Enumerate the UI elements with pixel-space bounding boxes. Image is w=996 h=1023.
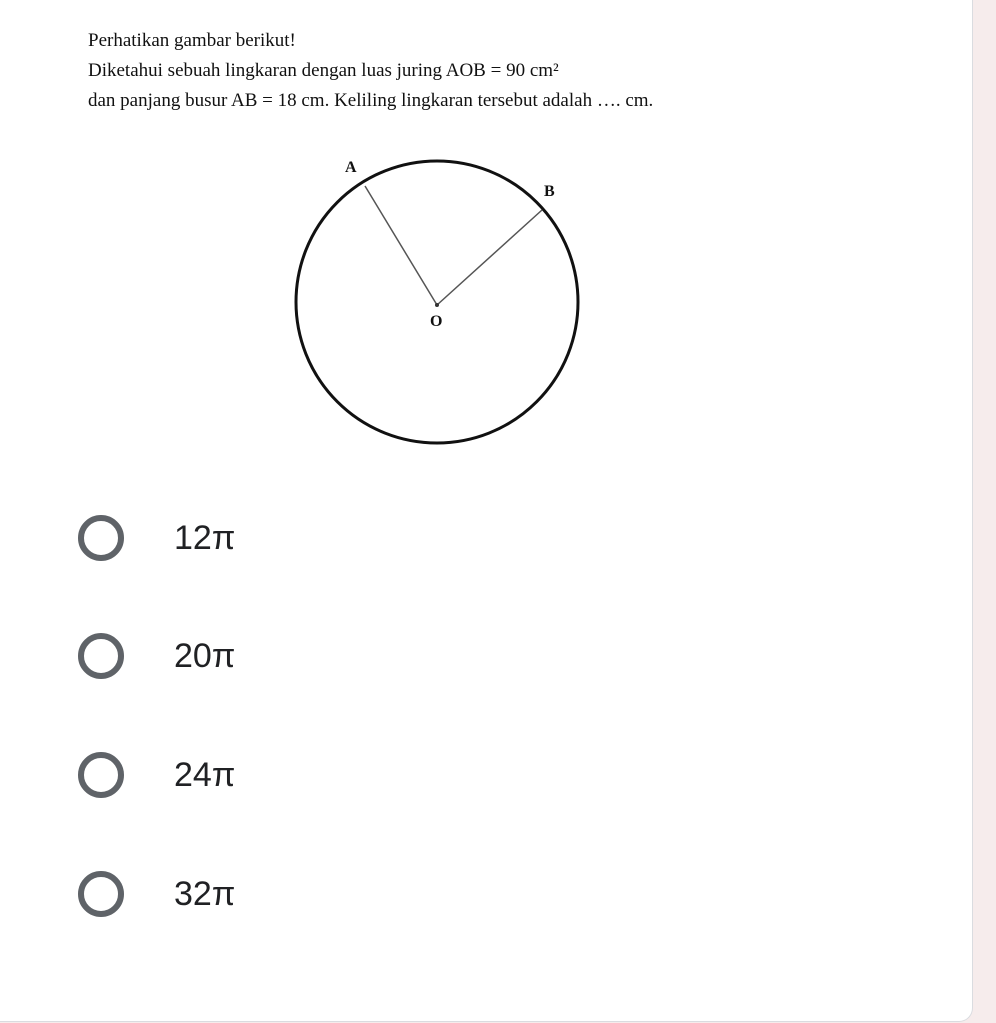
label-o: O	[430, 313, 443, 330]
radio-button-icon[interactable]	[78, 871, 124, 917]
radius-oa	[365, 186, 437, 305]
radio-button-icon[interactable]	[78, 515, 124, 561]
question-line-2: Diketahui sebuah lingkaran dengan luas juring AOB = 90 cm²	[88, 60, 559, 81]
question-text	[88, 26, 653, 116]
option-label: 32π	[174, 874, 236, 913]
option-32pi[interactable]	[78, 864, 478, 924]
radio-button-icon[interactable]	[78, 752, 124, 798]
option-20pi[interactable]	[78, 626, 478, 686]
question-line-1: Perhatikan gambar berikut!	[88, 30, 296, 51]
option-label: 12π	[174, 518, 236, 557]
question-line-3: dan panjang busur AB = 18 cm. Keliling lingkaran tersebut adalah …. cm.	[88, 90, 654, 111]
option-12pi[interactable]	[78, 508, 478, 568]
circle-figure	[280, 148, 600, 468]
label-a: A	[345, 159, 357, 176]
radio-button-icon[interactable]	[78, 633, 124, 679]
option-label: 24π	[174, 755, 236, 794]
label-b: B	[544, 183, 555, 200]
circle-outline	[296, 161, 578, 443]
center-point	[435, 303, 439, 307]
option-label: 20π	[174, 636, 236, 675]
radius-ob	[437, 210, 542, 305]
option-24pi[interactable]	[78, 745, 478, 805]
